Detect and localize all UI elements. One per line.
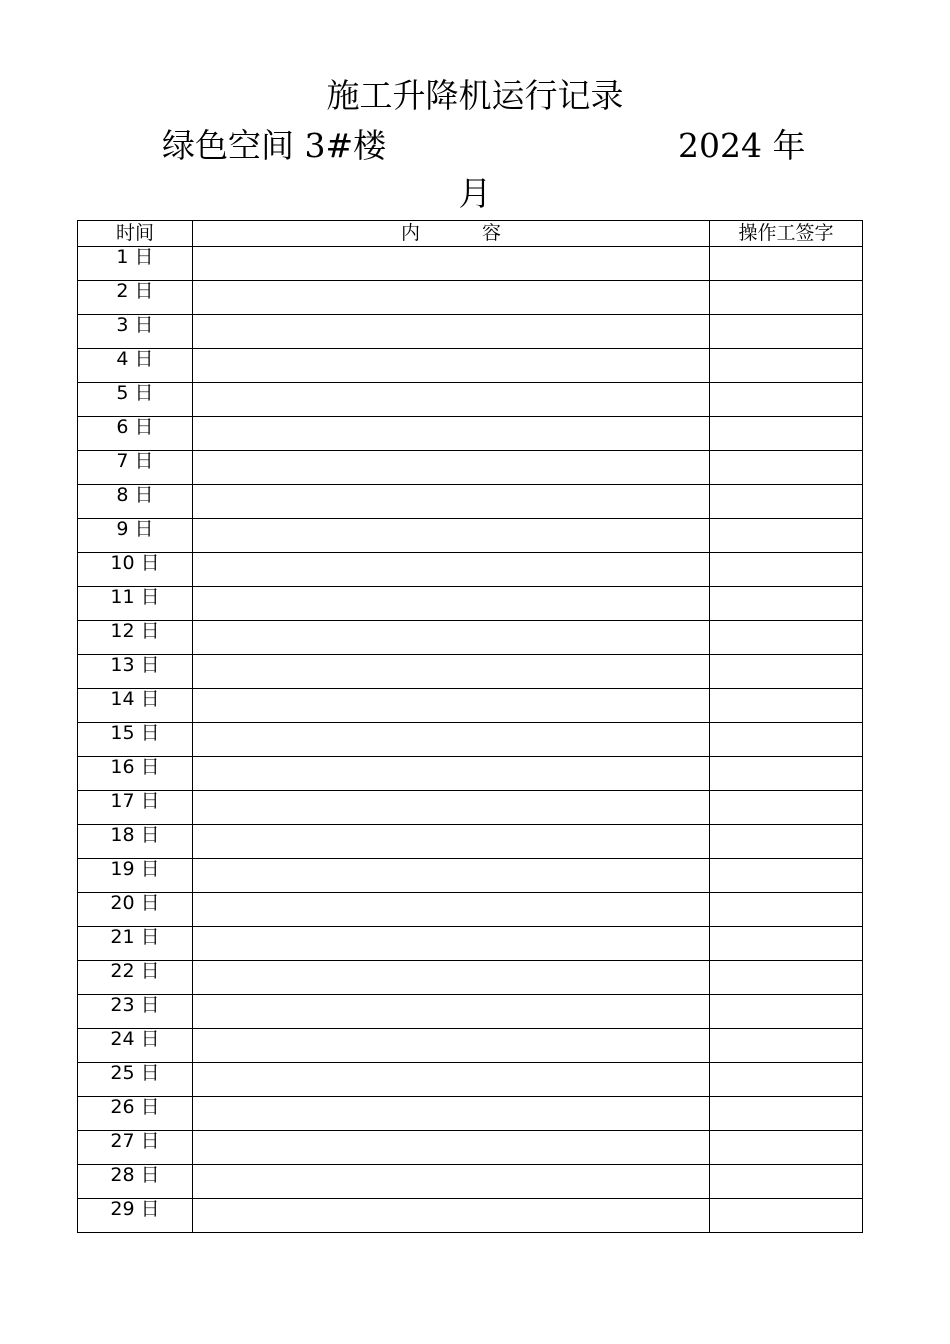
day-cell: 6 日: [78, 417, 193, 451]
day-cell: 1 日: [78, 247, 193, 281]
content-cell[interactable]: [193, 485, 710, 519]
day-cell: 18 日: [78, 825, 193, 859]
signature-cell[interactable]: [710, 281, 863, 315]
content-cell[interactable]: [193, 1063, 710, 1097]
signature-cell[interactable]: [710, 1063, 863, 1097]
table-row: [78, 1165, 863, 1199]
day-cell: 3 日: [78, 315, 193, 349]
content-cell[interactable]: [193, 757, 710, 791]
day-cell: 24 日: [78, 1029, 193, 1063]
content-cell[interactable]: [193, 825, 710, 859]
content-cell[interactable]: [193, 417, 710, 451]
table-row: [78, 723, 863, 757]
content-cell[interactable]: [193, 791, 710, 825]
day-cell: 15 日: [78, 723, 193, 757]
table-row: [78, 995, 863, 1029]
content-cell[interactable]: [193, 519, 710, 553]
table-row: [78, 825, 863, 859]
signature-cell[interactable]: [710, 1131, 863, 1165]
day-cell: 27 日: [78, 1131, 193, 1165]
signature-cell[interactable]: [710, 825, 863, 859]
day-cell: 20 日: [78, 893, 193, 927]
table-row: [78, 757, 863, 791]
column-header-content-left: 内: [400, 222, 420, 244]
signature-cell[interactable]: [710, 791, 863, 825]
signature-cell[interactable]: [710, 587, 863, 621]
signature-cell[interactable]: [710, 247, 863, 281]
day-cell: 2 日: [78, 281, 193, 315]
content-cell[interactable]: [193, 1131, 710, 1165]
day-cell: 19 日: [78, 859, 193, 893]
signature-cell[interactable]: [710, 417, 863, 451]
signature-cell[interactable]: [710, 927, 863, 961]
column-header-content: [193, 221, 710, 247]
table-row: [78, 417, 863, 451]
day-cell: 13 日: [78, 655, 193, 689]
table-row: [78, 859, 863, 893]
content-cell[interactable]: [193, 587, 710, 621]
table-row: [78, 383, 863, 417]
signature-cell[interactable]: [710, 655, 863, 689]
signature-cell[interactable]: [710, 1165, 863, 1199]
signature-cell[interactable]: [710, 995, 863, 1029]
day-cell: 8 日: [78, 485, 193, 519]
content-cell[interactable]: [193, 995, 710, 1029]
table-row: [78, 247, 863, 281]
table-row: [78, 519, 863, 553]
content-cell[interactable]: [193, 281, 710, 315]
content-cell[interactable]: [193, 247, 710, 281]
column-header-signature: 操作工签字: [710, 221, 863, 247]
table-row: [78, 553, 863, 587]
table-row: [78, 1063, 863, 1097]
column-header-time: 时间: [78, 221, 193, 247]
table-row: [78, 1097, 863, 1131]
table-row: [78, 587, 863, 621]
content-cell[interactable]: [193, 315, 710, 349]
column-header-content-right: 容: [482, 222, 502, 244]
table-header-row: [78, 221, 863, 247]
signature-cell[interactable]: [710, 451, 863, 485]
day-cell: 25 日: [78, 1063, 193, 1097]
content-cell[interactable]: [193, 893, 710, 927]
project-name: 绿色空间 3#楼: [162, 126, 387, 165]
content-cell[interactable]: [193, 961, 710, 995]
day-cell: 5 日: [78, 383, 193, 417]
signature-cell[interactable]: [710, 757, 863, 791]
content-cell[interactable]: [193, 1199, 710, 1233]
record-month: 月: [458, 174, 492, 213]
table-row: [78, 349, 863, 383]
content-cell[interactable]: [193, 655, 710, 689]
content-cell[interactable]: [193, 553, 710, 587]
content-cell[interactable]: [193, 349, 710, 383]
signature-cell[interactable]: [710, 383, 863, 417]
day-cell: 21 日: [78, 927, 193, 961]
signature-cell[interactable]: [710, 315, 863, 349]
table-row: [78, 451, 863, 485]
signature-cell[interactable]: [710, 1029, 863, 1063]
table-row: [78, 927, 863, 961]
table-row: [78, 689, 863, 723]
table-row: [78, 281, 863, 315]
content-cell[interactable]: [193, 1165, 710, 1199]
day-cell: 11 日: [78, 587, 193, 621]
signature-cell[interactable]: [710, 553, 863, 587]
signature-cell[interactable]: [710, 349, 863, 383]
signature-cell[interactable]: [710, 519, 863, 553]
day-cell: 22 日: [78, 961, 193, 995]
day-cell: 12 日: [78, 621, 193, 655]
table-row: [78, 315, 863, 349]
table-row: [78, 961, 863, 995]
signature-cell[interactable]: [710, 961, 863, 995]
day-cell: 4 日: [78, 349, 193, 383]
content-cell[interactable]: [193, 621, 710, 655]
content-cell[interactable]: [193, 1029, 710, 1063]
signature-cell[interactable]: [710, 621, 863, 655]
day-cell: 23 日: [78, 995, 193, 1029]
page-title: 施工升降机运行记录: [326, 76, 624, 115]
day-cell: 14 日: [78, 689, 193, 723]
table-row: [78, 485, 863, 519]
signature-cell[interactable]: [710, 859, 863, 893]
day-cell: 10 日: [78, 553, 193, 587]
content-cell[interactable]: [193, 451, 710, 485]
table-row: [78, 655, 863, 689]
table-row: [78, 621, 863, 655]
signature-cell[interactable]: [710, 689, 863, 723]
day-cell: 26 日: [78, 1097, 193, 1131]
day-cell: 29 日: [78, 1199, 193, 1233]
content-cell[interactable]: [193, 1097, 710, 1131]
content-cell[interactable]: [193, 723, 710, 757]
signature-cell[interactable]: [710, 1199, 863, 1233]
day-cell: 9 日: [78, 519, 193, 553]
content-cell[interactable]: [193, 383, 710, 417]
day-cell: 28 日: [78, 1165, 193, 1199]
table-row: [78, 1131, 863, 1165]
record-table-body: [78, 247, 863, 1233]
signature-cell[interactable]: [710, 723, 863, 757]
day-cell: 7 日: [78, 451, 193, 485]
signature-cell[interactable]: [710, 485, 863, 519]
day-cell: 17 日: [78, 791, 193, 825]
signature-cell[interactable]: [710, 893, 863, 927]
table-row: [78, 1199, 863, 1233]
day-cell: 16 日: [78, 757, 193, 791]
signature-cell[interactable]: [710, 1097, 863, 1131]
table-row: [78, 893, 863, 927]
content-cell[interactable]: [193, 689, 710, 723]
content-cell[interactable]: [193, 859, 710, 893]
table-row: [78, 1029, 863, 1063]
record-table: [77, 220, 863, 1233]
content-cell[interactable]: [193, 927, 710, 961]
record-year: 2024 年: [678, 126, 806, 165]
table-row: [78, 791, 863, 825]
